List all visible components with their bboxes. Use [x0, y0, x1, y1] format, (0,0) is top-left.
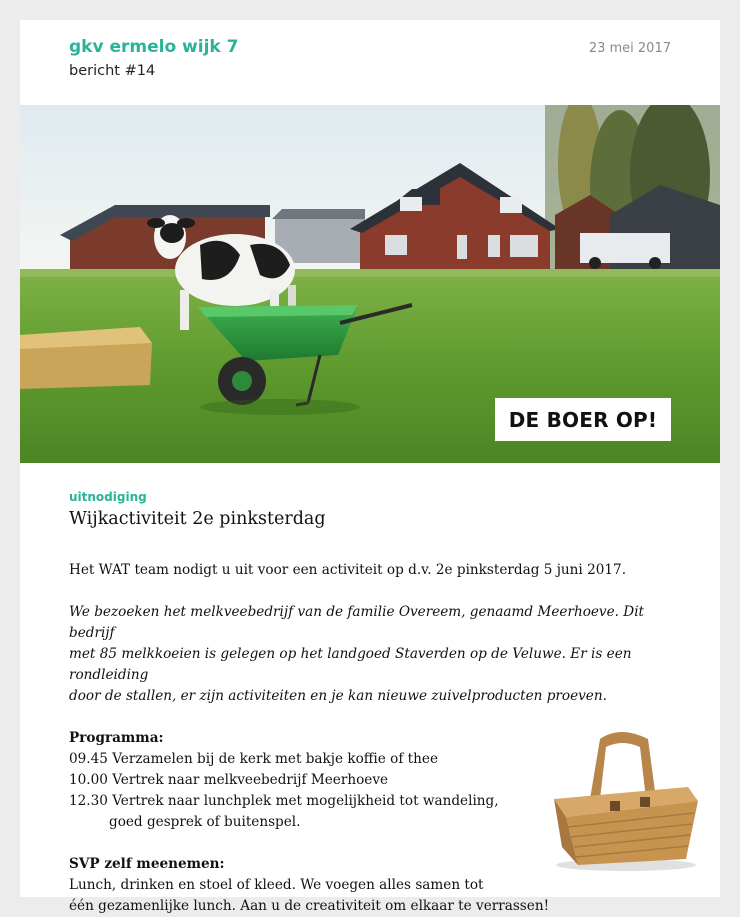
hero-badge: DE BOER OP!	[495, 398, 671, 441]
program-item: 09.45 Verzamelen bij de kerk met bakje koffie of thee	[69, 751, 438, 767]
article-kicker: uitnodiging	[69, 490, 147, 504]
issue-number: bericht #14	[69, 63, 156, 79]
description-line: met 85 melkkoeien is gelegen op het landgoed Staverden op de Veluwe. Er is een rondleiding	[69, 646, 632, 683]
brand-title: gkv ermelo wijk 7	[69, 37, 239, 57]
bring-heading: SVP zelf meenemen:	[69, 856, 225, 872]
bring-line: Lunch, drinken en stoel of kleed. We voegen alles samen tot	[69, 877, 484, 893]
article-title: Wijkactiviteit 2e pinksterdag	[69, 509, 326, 529]
description-line: We bezoeken het melkveebedrijf van de familie Overeem, genaamd Meerhoeve. Dit bedrijf	[69, 604, 644, 641]
hero-image	[20, 105, 720, 463]
program-item-continued: goed gesprek of buitenspel.	[109, 814, 301, 830]
description-line: door de stallen, er zijn activiteiten en je kan nieuwe zuivelproducten proeven.	[69, 688, 607, 704]
intro-paragraph: Het WAT team nodigt u uit voor een activiteit op d.v. 2e pinksterdag 5 juni 2017.	[69, 562, 627, 578]
bring-line: één gezamenlijke lunch. Aan u de creativiteit om elkaar te verrassen!	[69, 898, 550, 914]
newsletter-card	[20, 20, 720, 914]
program-item: 10.00 Vertrek naar melkveebedrijf Meerhoeve	[69, 772, 389, 788]
program-heading: Programma:	[69, 730, 164, 746]
picnic-basket-illustration	[548, 727, 700, 872]
program-item: 12.30 Vertrek naar lunchplek met mogelijkheid tot wandeling,	[69, 793, 499, 809]
issue-date: 23 mei 2017	[588, 41, 671, 56]
